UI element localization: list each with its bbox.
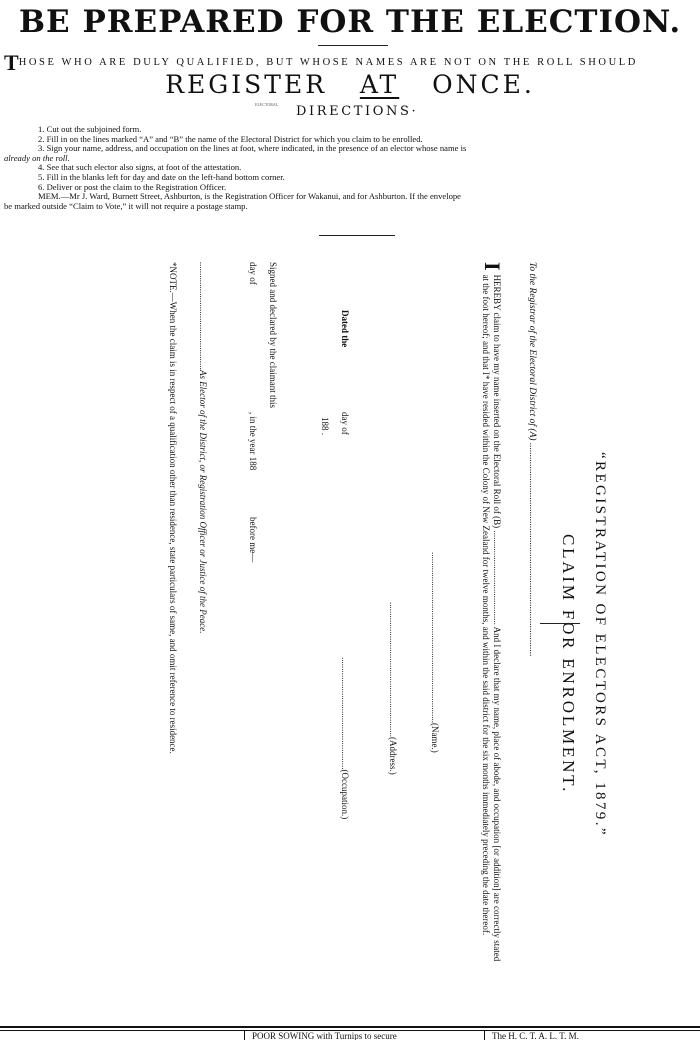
direction-item: 6. Deliver or post the claim to the Registration Officer. (38, 181, 227, 192)
drop-cap: T (4, 50, 19, 75)
claim-statement (480, 262, 505, 966)
signed-year: , in the year 188 (248, 412, 258, 471)
direction-item: 2. Fill in on the lines marked “A” and “B” the name of the Electoral District for which you claim to be enrolled. (38, 133, 423, 144)
act-title: “REGISTRATION OF ELECTORS ACT, 1879.” (592, 452, 608, 837)
dated-year: 188 . (320, 417, 330, 435)
divider (319, 235, 395, 236)
page-rule (0, 1026, 700, 1028)
claim-title: CLAIM FOR ENROLMENT. (559, 534, 578, 795)
name-line: ............................................................................(Name.) (430, 552, 440, 753)
register-word: REGISTER (165, 70, 328, 99)
divider (540, 623, 580, 624)
direction-item: 5. Fill in the blanks left for day and date on the left-hand bottom corner. (38, 171, 285, 182)
direction-item: 1. Cut out the subjoined form. (38, 124, 142, 134)
directions-title: DIRECTIONS· (296, 104, 419, 119)
claim-initial: I (480, 262, 505, 271)
directions-list (4, 125, 698, 211)
memo-line: MEM.—Mr J. Ward, Burnett Street, Ashburton, is the Registration Officer for Wakanui, and for Ashburton. If the envelope (38, 191, 461, 202)
elector-line: ................................................As Elector of the District, or Registration Officer or Justice of the Peace. (198, 262, 208, 634)
address-line: ............................................................(Address.) (388, 602, 398, 775)
memo-line: be marked outside “Claim to Vote,” it will not require a postage stamp. (4, 200, 248, 211)
claim-text: HEREBY claim to have my name inserted on the Electoral Roll of (B) .......................................... And I declare that my name, place of abode, and occupation [or addition] are correctly stated at the foot hereof; and that I* have resided within the Colony of New Zealand for twelve months, and within the said district for the six months immediately preceding the date thereof. (481, 274, 502, 962)
signed-label: Signed and declared by the claimant this (268, 262, 278, 408)
small-mark: ELECTORAL (255, 102, 279, 107)
claim-form (98, 262, 608, 966)
column-divider (244, 1031, 245, 1040)
column-divider (484, 1031, 485, 1040)
occupation-line: ..................................................(Occupation.) (340, 657, 350, 820)
qualified-text: HOSE WHO ARE DULY QUALIFIED, BUT WHOSE NAMES ARE NOT ON THE ROLL SHOULD (18, 57, 638, 68)
footnote: *NOTE.—When the claim is in respect of a qualification other than residence, state particulars of same, and omit reference to residence. (168, 262, 178, 754)
once-word: ONCE. (432, 70, 535, 99)
headline: BE PREPARED FOR THE ELECTION. (18, 4, 682, 40)
at-word: AT (359, 70, 400, 99)
signed-day-of: day of (248, 262, 258, 285)
before-me: before me— (248, 517, 258, 563)
direction-item: 4. See that such elector also signs, at foot of the attestation. (38, 162, 242, 173)
dated-day-of: day of (340, 412, 350, 435)
divider (318, 45, 388, 46)
direction-item: 3. Sign your name, address, and occupation on the lines at foot, where indicated, in the presence of an elector whose name is (38, 143, 467, 154)
next-column-text: The H. C. T. A. L. T. M. (492, 1031, 579, 1040)
next-column-text: POOR SOWING with Turnips to secure (252, 1031, 397, 1040)
registrar-line: To the Registrar of the Electoral District of (A) .......................................................................................... (527, 262, 537, 657)
direction-item: already on the roll. (4, 152, 70, 163)
dated-label: Dated the (340, 310, 350, 348)
register-heading (0, 70, 700, 99)
